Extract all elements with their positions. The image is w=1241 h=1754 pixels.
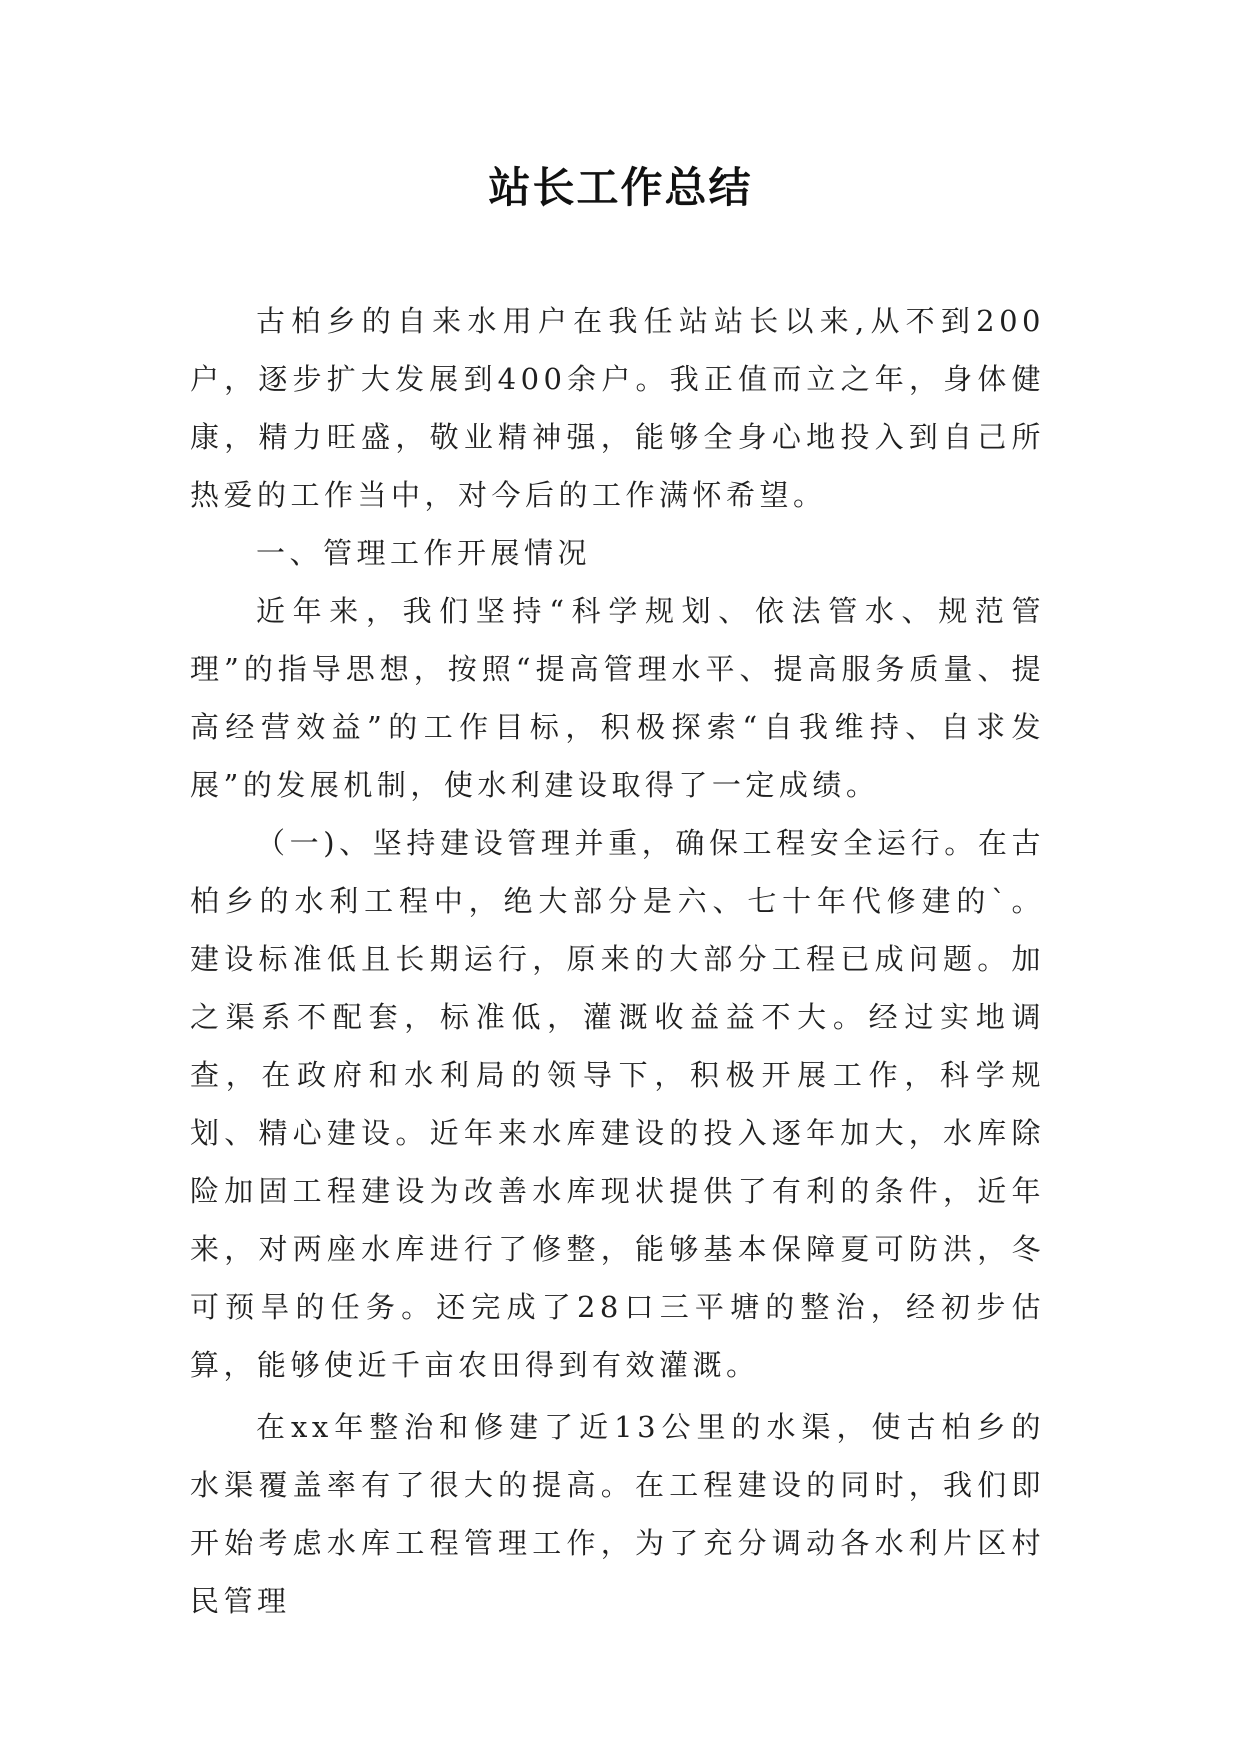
paragraph-canal-construction: 在xx年整治和修建了近13公里的水渠，使古柏乡的水渠覆盖率有了很大的提高。在工程建设的同时，我们即开始考虑水库工程管理工作，为了充分调动各水利片区村民管理: [190, 1410, 1045, 1618]
section-heading-management: 一、管理工作开展情况: [256, 536, 592, 570]
document-title: 站长工作总结: [488, 163, 753, 212]
document-body: [190, 292, 1045, 1630]
paragraph-guiding-ideas: 近年来，我们坚持“科学规划、依法管水、规范管理”的指导思想，按照“提高管理水平、提高服务质量、提高经营效益”的工作目标，积极探索“自我维持、自求发展”的发展机制，使水利建设取得了一定成绩。: [190, 594, 1045, 802]
paragraph-intro: 古柏乡的自来水用户在我任站站长以来,从不到200户，逐步扩大发展到400余户。我正值而立之年，身体健康，精力旺盛，敬业精神强，能够全身心地投入到自己所热爱的工作当中，对今后的工作满怀希望。: [190, 304, 1045, 512]
paragraph-construction-management: （一)、坚持建设管理并重，确保工程安全运行。在古柏乡的水利工程中，绝大部分是六、七十年代修建的`。建设标准低且长期运行，原来的大部分工程已成问题。加之渠系不配套，标准低，灌溉收益益不大。经过实地调查，在政府和水利局的领导下，积极开展工作，科学规划、精心建设。近年来水库建设的投入逐年加大，水库除险加固工程建设为改善水库现状提供了有利的条件，近年来，对两座水库进行了修整，能够基本保障夏可防洪，冬可预旱的任务。还完成了28口三平塘的整治，经初步估算，能够使近千亩农田得到有效灌溉。: [190, 826, 1045, 1382]
